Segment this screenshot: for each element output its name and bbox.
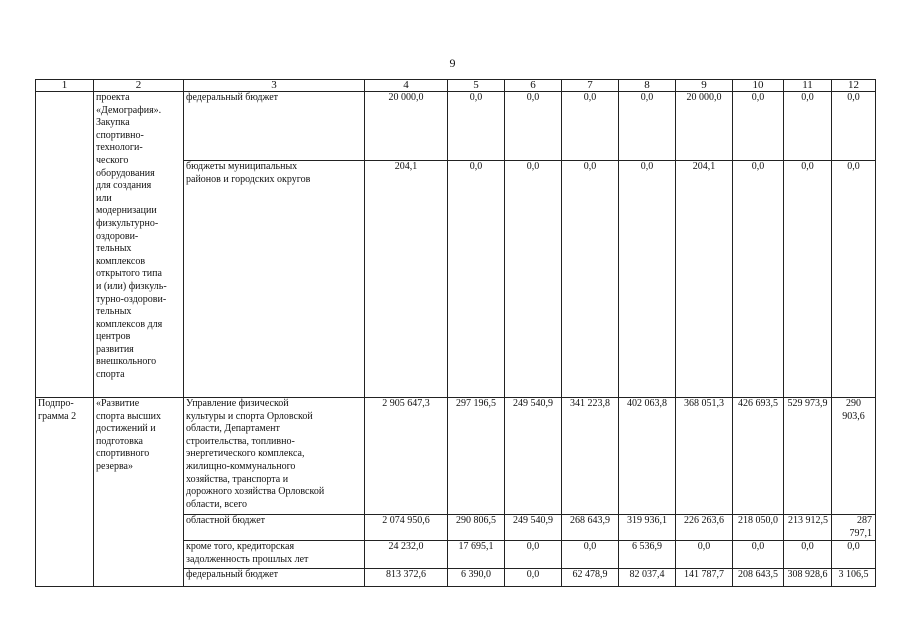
value-cell: 290 903,6	[832, 398, 876, 515]
value-cell: 0,0	[448, 92, 505, 161]
value-cell: 0,0	[676, 541, 733, 569]
value-cell: 319 936,1	[619, 515, 676, 541]
text-line: технологи-	[96, 142, 143, 154]
text-line: грамма 2	[38, 410, 77, 422]
value-cell: 290 806,5	[448, 515, 505, 541]
text-line: области, всего	[186, 498, 247, 510]
value-cell: 0,0	[733, 161, 784, 398]
value-cell: 297 196,5	[448, 398, 505, 515]
text-line: культуры и спорта Орловской	[186, 410, 313, 422]
text-line: «Демография».	[96, 104, 162, 116]
header-cell: 12	[832, 80, 876, 92]
header-cell: 8	[619, 80, 676, 92]
text-line: для создания	[96, 180, 152, 192]
text-line: достижений и	[96, 423, 156, 435]
text-line: энергетического комплекса,	[186, 448, 305, 460]
text-line: тельных	[96, 243, 132, 255]
value-cell: 82 037,4	[619, 569, 676, 587]
text-line: спортивного	[96, 448, 150, 460]
header-cell: 10	[733, 80, 784, 92]
text-line: спорта	[96, 369, 125, 381]
value-cell: 287 797,1	[832, 515, 876, 541]
value-cell: 2 074 950,6	[365, 515, 448, 541]
header-cell: 6	[505, 80, 562, 92]
value-cell: 226 263,6	[676, 515, 733, 541]
text-line: бюджеты муниципальных	[186, 161, 298, 172]
text-line: «Развитие	[96, 398, 140, 409]
text-line: модернизации	[96, 205, 157, 217]
text-line: Закупка	[96, 117, 130, 129]
value-cell: 213 912,5	[784, 515, 832, 541]
value-cell: 3 106,5	[832, 569, 876, 587]
name-cell	[94, 398, 184, 587]
text-line: комплексов	[96, 255, 146, 267]
source-cell	[184, 541, 365, 569]
table-row	[36, 92, 876, 161]
value-cell: 0,0	[832, 161, 876, 398]
header-cell: 9	[676, 80, 733, 92]
header-row	[36, 80, 876, 92]
text-line: области, Департамент	[186, 423, 280, 435]
value-cell: 62 478,9	[562, 569, 619, 587]
header-cell: 7	[562, 80, 619, 92]
value-cell: 426 693,5	[733, 398, 784, 515]
value-cell: 341 223,8	[562, 398, 619, 515]
value-cell: 0,0	[784, 541, 832, 569]
text-line: тельных	[96, 306, 132, 318]
text-line: проекта	[96, 92, 130, 103]
page-number: 9	[449, 56, 456, 70]
header-cell: 4	[365, 80, 448, 92]
value-cell: 0,0	[562, 541, 619, 569]
value-cell: 17 695,1	[448, 541, 505, 569]
value-cell: 249 540,9	[505, 398, 562, 515]
text-line: внешкольного	[96, 356, 157, 368]
text-line: Подпро-	[38, 398, 74, 409]
value-cell: 6 536,9	[619, 541, 676, 569]
code-cell	[36, 92, 94, 398]
header-cell: 11	[784, 80, 832, 92]
value-cell: 24 232,0	[365, 541, 448, 569]
text-line: жилищно-коммунального	[186, 460, 296, 472]
source-cell	[184, 161, 365, 398]
value-cell: 20 000,0	[365, 92, 448, 161]
value-cell: 0,0	[505, 161, 562, 398]
value-cell: 0,0	[733, 92, 784, 161]
value-cell: 0,0	[505, 569, 562, 587]
value-cell: 0,0	[784, 92, 832, 161]
value-cell: 0,0	[505, 92, 562, 161]
header-cell: 1	[36, 80, 94, 92]
text-line: Управление физической	[186, 398, 289, 409]
value-cell: 308 928,6	[784, 569, 832, 587]
value-cell: 529 973,9	[784, 398, 832, 515]
text-line: центров	[96, 331, 131, 343]
header-cell: 3	[184, 80, 365, 92]
text-line: ческого	[96, 154, 129, 166]
value-cell: 208 643,5	[733, 569, 784, 587]
text-line: или	[96, 192, 112, 204]
text-line: оборудования	[96, 167, 155, 179]
text-line: резерва»	[96, 460, 133, 472]
text-line: и (или) физкуль-	[96, 280, 167, 292]
source-cell: областной бюджет	[184, 515, 365, 541]
value-cell: 0,0	[619, 161, 676, 398]
source-cell: федеральный бюджет	[184, 569, 365, 587]
text-line: развития	[96, 343, 134, 355]
name-cell	[94, 92, 184, 398]
value-cell: 402 063,8	[619, 398, 676, 515]
value-cell: 0,0	[832, 92, 876, 161]
text-line: спорта высших	[96, 410, 162, 422]
code-cell	[36, 398, 94, 587]
value-cell: 0,0	[784, 161, 832, 398]
value-cell: 6 390,0	[448, 569, 505, 587]
text-line: комплексов для	[96, 318, 163, 330]
text-line: строительства, топливно-	[186, 435, 295, 447]
text-line: спортивно-	[96, 129, 144, 141]
text-line: оздорови-	[96, 230, 139, 242]
value-cell: 141 787,7	[676, 569, 733, 587]
text-line: открытого типа	[96, 268, 162, 280]
value-cell: 204,1	[676, 161, 733, 398]
value-cell: 0,0	[505, 541, 562, 569]
value-cell: 0,0	[562, 161, 619, 398]
value-cell: 813 372,6	[365, 569, 448, 587]
value-cell: 20 000,0	[676, 92, 733, 161]
value-cell: 0,0	[733, 541, 784, 569]
source-cell	[184, 398, 365, 515]
value-cell: 268 643,9	[562, 515, 619, 541]
text-line: задолженность прошлых лет	[186, 553, 309, 565]
text-line: хозяйства, транспорта и	[186, 473, 289, 485]
budget-table	[35, 79, 876, 587]
text-line: районов и городских округов	[186, 173, 311, 185]
text-line: кроме того, кредиторская	[186, 541, 295, 553]
value-cell: 204,1	[365, 161, 448, 398]
table-row	[36, 398, 876, 515]
value-cell: 368 051,3	[676, 398, 733, 515]
source-cell: федеральный бюджет	[184, 92, 365, 161]
header-cell: 2	[94, 80, 184, 92]
value-cell: 218 050,0	[733, 515, 784, 541]
value-cell: 0,0	[562, 92, 619, 161]
value-cell: 0,0	[619, 92, 676, 161]
value-cell: 0,0	[448, 161, 505, 398]
text-line: подготовка	[96, 435, 143, 447]
header-cell: 5	[448, 80, 505, 92]
value-cell: 2 905 647,3	[365, 398, 448, 515]
value-cell: 0,0	[832, 541, 876, 569]
text-line: физкультурно-	[96, 217, 159, 229]
text-line: дорожного хозяйства Орловской	[186, 486, 325, 498]
text-line: турно-оздорови-	[96, 293, 167, 305]
value-cell: 249 540,9	[505, 515, 562, 541]
